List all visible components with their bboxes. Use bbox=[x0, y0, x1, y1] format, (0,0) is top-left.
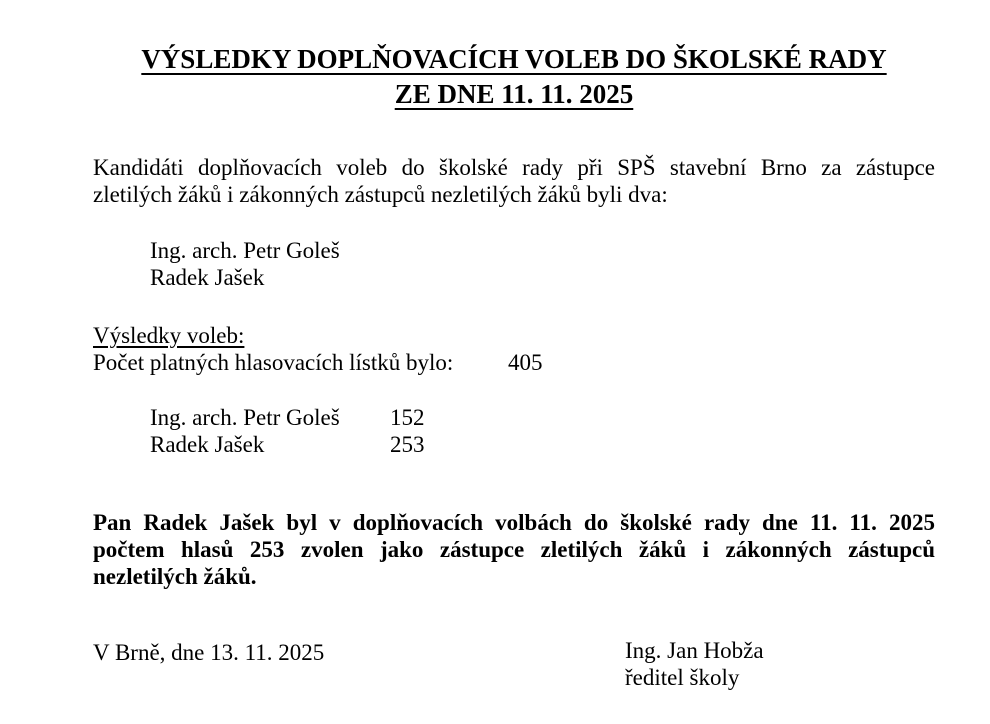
conclusion-line-3: nezletilých žáků. bbox=[93, 564, 257, 589]
document-title bbox=[93, 42, 935, 112]
valid-ballots-count: 405 bbox=[508, 350, 543, 375]
vote-row-2 bbox=[150, 431, 935, 458]
conclusion-paragraph bbox=[93, 509, 935, 590]
signature-block bbox=[625, 637, 764, 691]
place-date: V Brně, dne 13. 11. 2025 bbox=[93, 640, 325, 665]
vote-row-2-votes: 253 bbox=[390, 432, 425, 457]
intro-line-1: Kandidáti doplňovacích voleb do školské rady při SPŠ stavební Brno za zástupce bbox=[93, 155, 935, 180]
vote-row-1-name: Ing. arch. Petr Goleš bbox=[150, 405, 340, 430]
results-section bbox=[93, 322, 935, 376]
signature-title: ředitel školy bbox=[625, 665, 740, 690]
candidate-list bbox=[93, 237, 935, 291]
vote-row-2-name: Radek Jašek bbox=[150, 432, 265, 457]
intro-line-2: zletilých žáků i zákonných zástupců nezletilých žáků byli dva: bbox=[93, 182, 668, 207]
signature-name: Ing. Jan Hobža bbox=[625, 638, 764, 663]
intro-paragraph bbox=[93, 154, 935, 208]
candidate-name-1: Ing. arch. Petr Goleš bbox=[150, 238, 340, 263]
valid-ballots-label: Počet platných hlasovacích lístků bylo: bbox=[93, 350, 454, 375]
conclusion-line-2: počtem hlasů 253 zvolen jako zástupce zletilých žáků i zákonných zástupců bbox=[93, 537, 935, 562]
results-heading: Výsledky voleb: bbox=[93, 323, 245, 348]
footer bbox=[93, 639, 935, 693]
results-heading-row bbox=[93, 322, 935, 349]
vote-row-1 bbox=[150, 404, 935, 431]
candidate-name-2: Radek Jašek bbox=[150, 265, 265, 290]
vote-results bbox=[93, 404, 935, 458]
title-line-2: ZE DNE 11. 11. 2025 bbox=[394, 79, 634, 109]
vote-row-1-votes: 152 bbox=[390, 405, 425, 430]
conclusion-line-1: Pan Radek Jašek byl v doplňovacích volbách do školské rady dne 11. 11. 2025 bbox=[93, 510, 935, 535]
title-line-1: VÝSLEDKY DOPLŇOVACÍCH VOLEB DO ŠKOLSKÉ RADY bbox=[141, 44, 887, 74]
valid-ballots-row bbox=[93, 349, 935, 376]
